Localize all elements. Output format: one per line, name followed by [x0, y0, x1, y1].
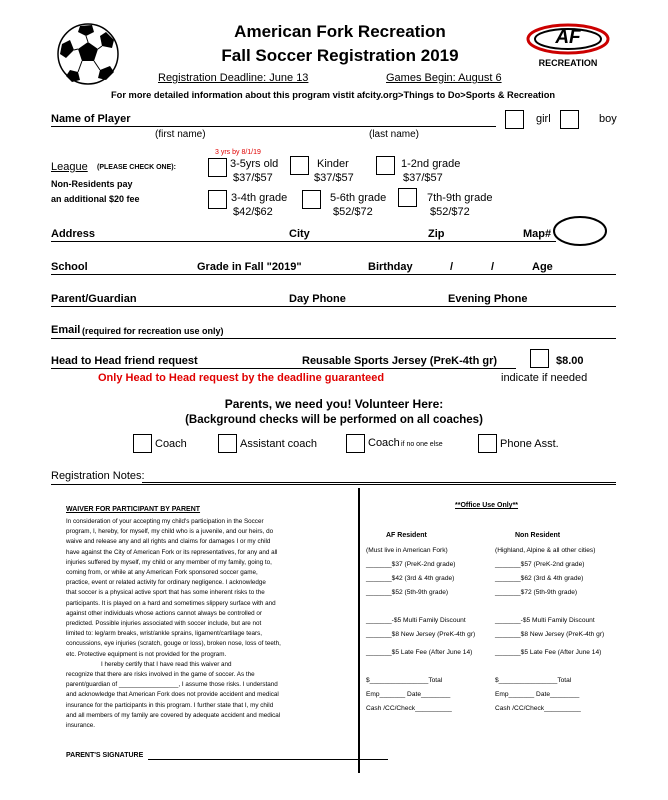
zip-label: Zip	[428, 228, 445, 240]
jersey-price: $8.00	[556, 355, 584, 367]
league-option-label: Kinder	[317, 158, 349, 170]
league-option-price: $37/$57	[233, 172, 273, 184]
af-fee-line: _______$37 (PreK-2nd grade)	[366, 561, 456, 568]
grade-label: Grade in Fall "2019"	[197, 261, 302, 273]
waiver-line: waive and release any and all rights and claims for damages I or my child	[66, 538, 271, 546]
girl-label: girl	[536, 113, 551, 125]
non-total-line: $________________Total	[495, 677, 572, 684]
waiver-line: I hereby certify that I have read this waiver and	[66, 660, 232, 668]
jersey-label: Reusable Sports Jersey (PreK-4th gr)	[302, 355, 498, 367]
waiver-line: concussions, eye injuries (scratch, gouge or loss), broken nose, loss of teeth,	[66, 640, 281, 648]
coach-if-none-note: if no one else	[401, 441, 443, 448]
league-option-label: 1-2nd grade	[401, 158, 461, 170]
map-label: Map#	[523, 228, 552, 240]
last-name-label: (last name)	[369, 129, 420, 140]
non-resident-sub: (Highland, Alpine & all other cities)	[495, 547, 596, 554]
non-fee-line: _______$57 (PreK-2nd grade)	[495, 561, 585, 568]
league-kinder-checkbox[interactable]	[290, 156, 309, 175]
birthday-slash: /	[491, 261, 495, 273]
coach-if-none-checkbox[interactable]	[346, 434, 365, 453]
office-use-title: **Office Use Only**	[455, 502, 519, 509]
af-fee-line: _______$8 New Jersey (PreK-4th gr)	[366, 631, 476, 638]
section-divider	[358, 488, 360, 773]
waiver-line: and all members of my family are covered by adequate accident and medical	[66, 711, 281, 719]
non-resident-heading: Non Resident	[515, 532, 561, 539]
coach-if-none-label: Coach	[368, 437, 400, 449]
waiver-line: In consideration of your accepting my child's participation in the Soccer	[66, 518, 264, 525]
volunteer-title: Parents, we need you! Volunteer Here:	[224, 397, 444, 411]
title-line-2: Fall Soccer Registration 2019	[221, 46, 459, 65]
h2h-note: Only Head to Head request by the deadline guaranteed	[98, 372, 385, 384]
waiver-line: parent/guardian of _________________, I assume those risks. I understand	[66, 681, 278, 689]
af-emp-line: Emp_______ Date________	[366, 691, 451, 698]
af-resident-sub: (Must live in American Fork)	[366, 547, 448, 554]
girl-checkbox[interactable]	[505, 110, 524, 129]
birthday-label: Birthday	[368, 261, 413, 273]
league-option-label: 3-4th grade	[231, 192, 288, 204]
league-3-5yrs-checkbox[interactable]	[208, 158, 227, 177]
af-resident-heading: AF Resident	[386, 532, 427, 539]
non-fee-line: _______$5 Late Fee (After June 14)	[495, 649, 602, 656]
h2h-label: Head to Head friend request	[51, 355, 198, 367]
soccer-ball-icon	[56, 22, 120, 86]
af-fee-line: _______$5 Late Fee (After June 14)	[366, 649, 473, 656]
waiver-text	[66, 517, 356, 731]
non-payment-line: Cash /CC/Check__________	[495, 705, 581, 712]
waiver-line: injuries suffered by myself, my child or any member of my family, going to,	[66, 558, 272, 566]
boy-label: boy	[599, 113, 617, 125]
waiver-title: WAIVER FOR PARTICIPANT BY PARENT	[66, 506, 201, 513]
waiver-line: recognize that there are risks involved in the game of soccer. As the	[66, 671, 255, 679]
city-label: City	[289, 228, 310, 240]
day-phone-label: Day Phone	[289, 293, 346, 305]
waiver-line: etc. Protective equipment is not provided for the program.	[66, 650, 227, 658]
non-fee-line: _______$72 (5th-9th grade)	[495, 589, 578, 596]
school-label: School	[51, 261, 88, 273]
league-7-9th-checkbox[interactable]	[398, 188, 417, 207]
email-note: (required for recreation use only)	[82, 326, 224, 336]
address-label: Address	[51, 228, 96, 240]
waiver-line: and acknowledge that American Fork does not provide accident and medical	[66, 691, 279, 699]
waiver-line: coming from, or while at any American Fork sponsored soccer game,	[66, 569, 258, 577]
info-line: For more detailed information about this program vistit afcity.org>Things to Do>Sports & Recreation	[111, 90, 556, 100]
league-3-4th-checkbox[interactable]	[208, 190, 227, 209]
league-option-label: 7th-9th grade	[427, 192, 493, 204]
league-option-price: $37/$57	[314, 172, 354, 184]
first-name-label: (first name)	[155, 129, 206, 140]
email-label: Email	[51, 324, 81, 336]
af-fee-line: _______-$5 Multi Family Discount	[366, 617, 466, 624]
league-option-label: 3-5yrs old	[230, 158, 279, 170]
league-label: League	[51, 161, 88, 173]
waiver-line: insurance for the participants in this program. I further state that I, my child	[66, 701, 274, 709]
non-fee-line: _______-$5 Multi Family Discount	[495, 617, 595, 624]
age-label: Age	[532, 261, 553, 273]
volunteer-subtitle: (Background checks will be performed on all coaches)	[185, 414, 483, 426]
waiver-line: limited to: leg/arm breaks, wrist/ankle sprains, ligament/cartilage tears,	[66, 630, 262, 638]
nonres-note-2: an additional $20 fee	[51, 194, 140, 204]
indicate-label: indicate if needed	[501, 372, 588, 384]
parent-label: Parent/Guardian	[51, 293, 137, 305]
league-option-price: $37/$57	[403, 172, 443, 184]
af-payment-line: Cash /CC/Check__________	[366, 705, 452, 712]
af-total-line: $________________Total	[366, 677, 443, 684]
boy-checkbox[interactable]	[560, 110, 579, 129]
waiver-line: insurance.	[66, 722, 96, 730]
af-fee-line: _______$52 (5th-9th grade)	[366, 589, 449, 596]
league-option-price: $42/$62	[233, 206, 273, 218]
registration-notes-label: Registration Notes:	[51, 470, 145, 482]
phone-asst-label: Phone Asst.	[500, 438, 559, 450]
waiver-line: predicted. Possible injuries associated with soccer include, but are not	[66, 620, 262, 628]
waiver-line: against other individuals whose actions cannot always be controlled or	[66, 609, 263, 617]
non-fee-line: _______$62 (3rd & 4th grade)	[495, 575, 584, 582]
non-emp-line: Emp_______ Date________	[495, 691, 580, 698]
birthday-slash: /	[450, 261, 454, 273]
check-one-label: (PLEASE CHECK ONE):	[97, 164, 176, 171]
af-fee-line: _______$42 (3rd & 4th grade)	[366, 575, 455, 582]
logo-subtitle: RECREATION	[538, 58, 598, 68]
league-option-price: $52/$72	[430, 206, 470, 218]
parent-signature-label: PARENT'S SIGNATURE	[66, 752, 144, 759]
league-1-2nd-checkbox[interactable]	[376, 156, 395, 175]
map-circle[interactable]	[552, 215, 608, 247]
registration-deadline: Registration Deadline: June 13	[158, 72, 309, 84]
phone-asst-checkbox[interactable]	[478, 434, 497, 453]
name-of-player-label: Name of Player	[51, 113, 131, 125]
waiver-line: have against the City of American Fork or its representatives, for any and all	[66, 548, 278, 556]
games-begin: Games Begin: August 6	[386, 72, 502, 84]
waiver-line: that soccer is a physical active sport that has some inherent risks to the	[66, 589, 265, 597]
league-option-price: $52/$72	[333, 206, 373, 218]
waiver-line: participants. It is played on a hard and sometimes slippery surface with and	[66, 599, 276, 607]
waiver-line: program, I, hereby, for myself, my child who is a juvenile, and our heirs, do	[66, 528, 274, 536]
nonres-note-1: Non-Residents pay	[51, 179, 133, 189]
title-line-1: American Fork Recreation	[234, 22, 446, 41]
non-fee-line: _______$8 New Jersey (PreK-4th gr)	[495, 631, 605, 638]
coach-label: Coach	[155, 438, 187, 450]
assistant-coach-label: Assistant coach	[240, 438, 318, 450]
waiver-line: practice, event or related activity for ordinary negligence. I acknowledge	[66, 579, 266, 587]
evening-phone-label: Evening Phone	[448, 293, 528, 305]
league-option-label: 5-6th grade	[330, 192, 387, 204]
logo-letters: AF	[555, 27, 581, 48]
league-5-6th-checkbox[interactable]	[302, 190, 321, 209]
coach-checkbox[interactable]	[133, 434, 152, 453]
age-note: 3 yrs by 8/1/19	[215, 149, 261, 156]
jersey-checkbox[interactable]	[530, 349, 549, 368]
assistant-coach-checkbox[interactable]	[218, 434, 237, 453]
af-recreation-logo	[524, 22, 612, 70]
